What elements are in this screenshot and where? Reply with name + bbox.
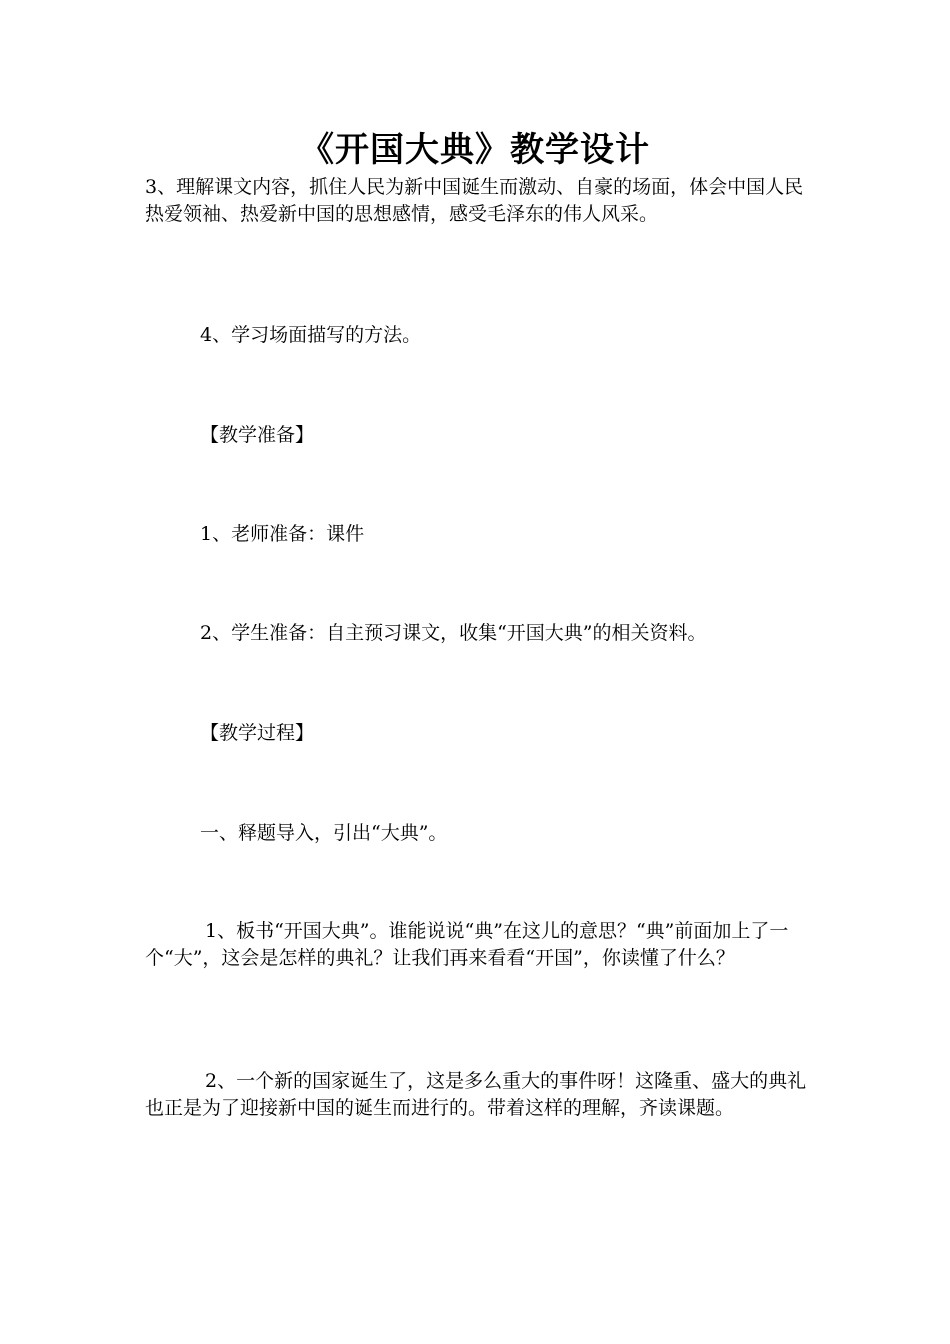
- document-title: 《开国大典》教学设计: [300, 130, 650, 170]
- paragraph-student-preparation: 2、学生准备：自主预习课文，收集“开国大典”的相关资料。: [200, 622, 707, 644]
- paragraph-section-one: 一、释题导入，引出“大典”。: [200, 822, 448, 844]
- paragraph-objective-4: 4、学习场面描写的方法。: [200, 324, 422, 346]
- paragraph-step-2: 2、一个新的国家诞生了，这是多么重大的事件呀！这隆重、盛大的典礼也正是为了迎接新中国的诞生而进行的。带着这样的理解，齐读课题。: [145, 1070, 807, 1119]
- heading-teaching-preparation: 【教学准备】: [200, 424, 315, 446]
- paragraph-objective-3: 3、理解课文内容，抓住人民为新中国诞生而激动、自豪的场面，体会中国人民热爱领袖、热爱新中国的思想感情，感受毛泽东的伟人风采。: [145, 176, 804, 225]
- paragraph-step-1: 1、板书“开国大典”。谁能说说“典”在这儿的意思？“典”前面加上了一个“大”，这会是怎样的典礼？让我们再来看看“开国”，你读懂了什么？: [145, 920, 789, 969]
- paragraph-teacher-preparation: 1、老师准备：课件: [200, 523, 365, 545]
- heading-teaching-process: 【教学过程】: [200, 722, 315, 744]
